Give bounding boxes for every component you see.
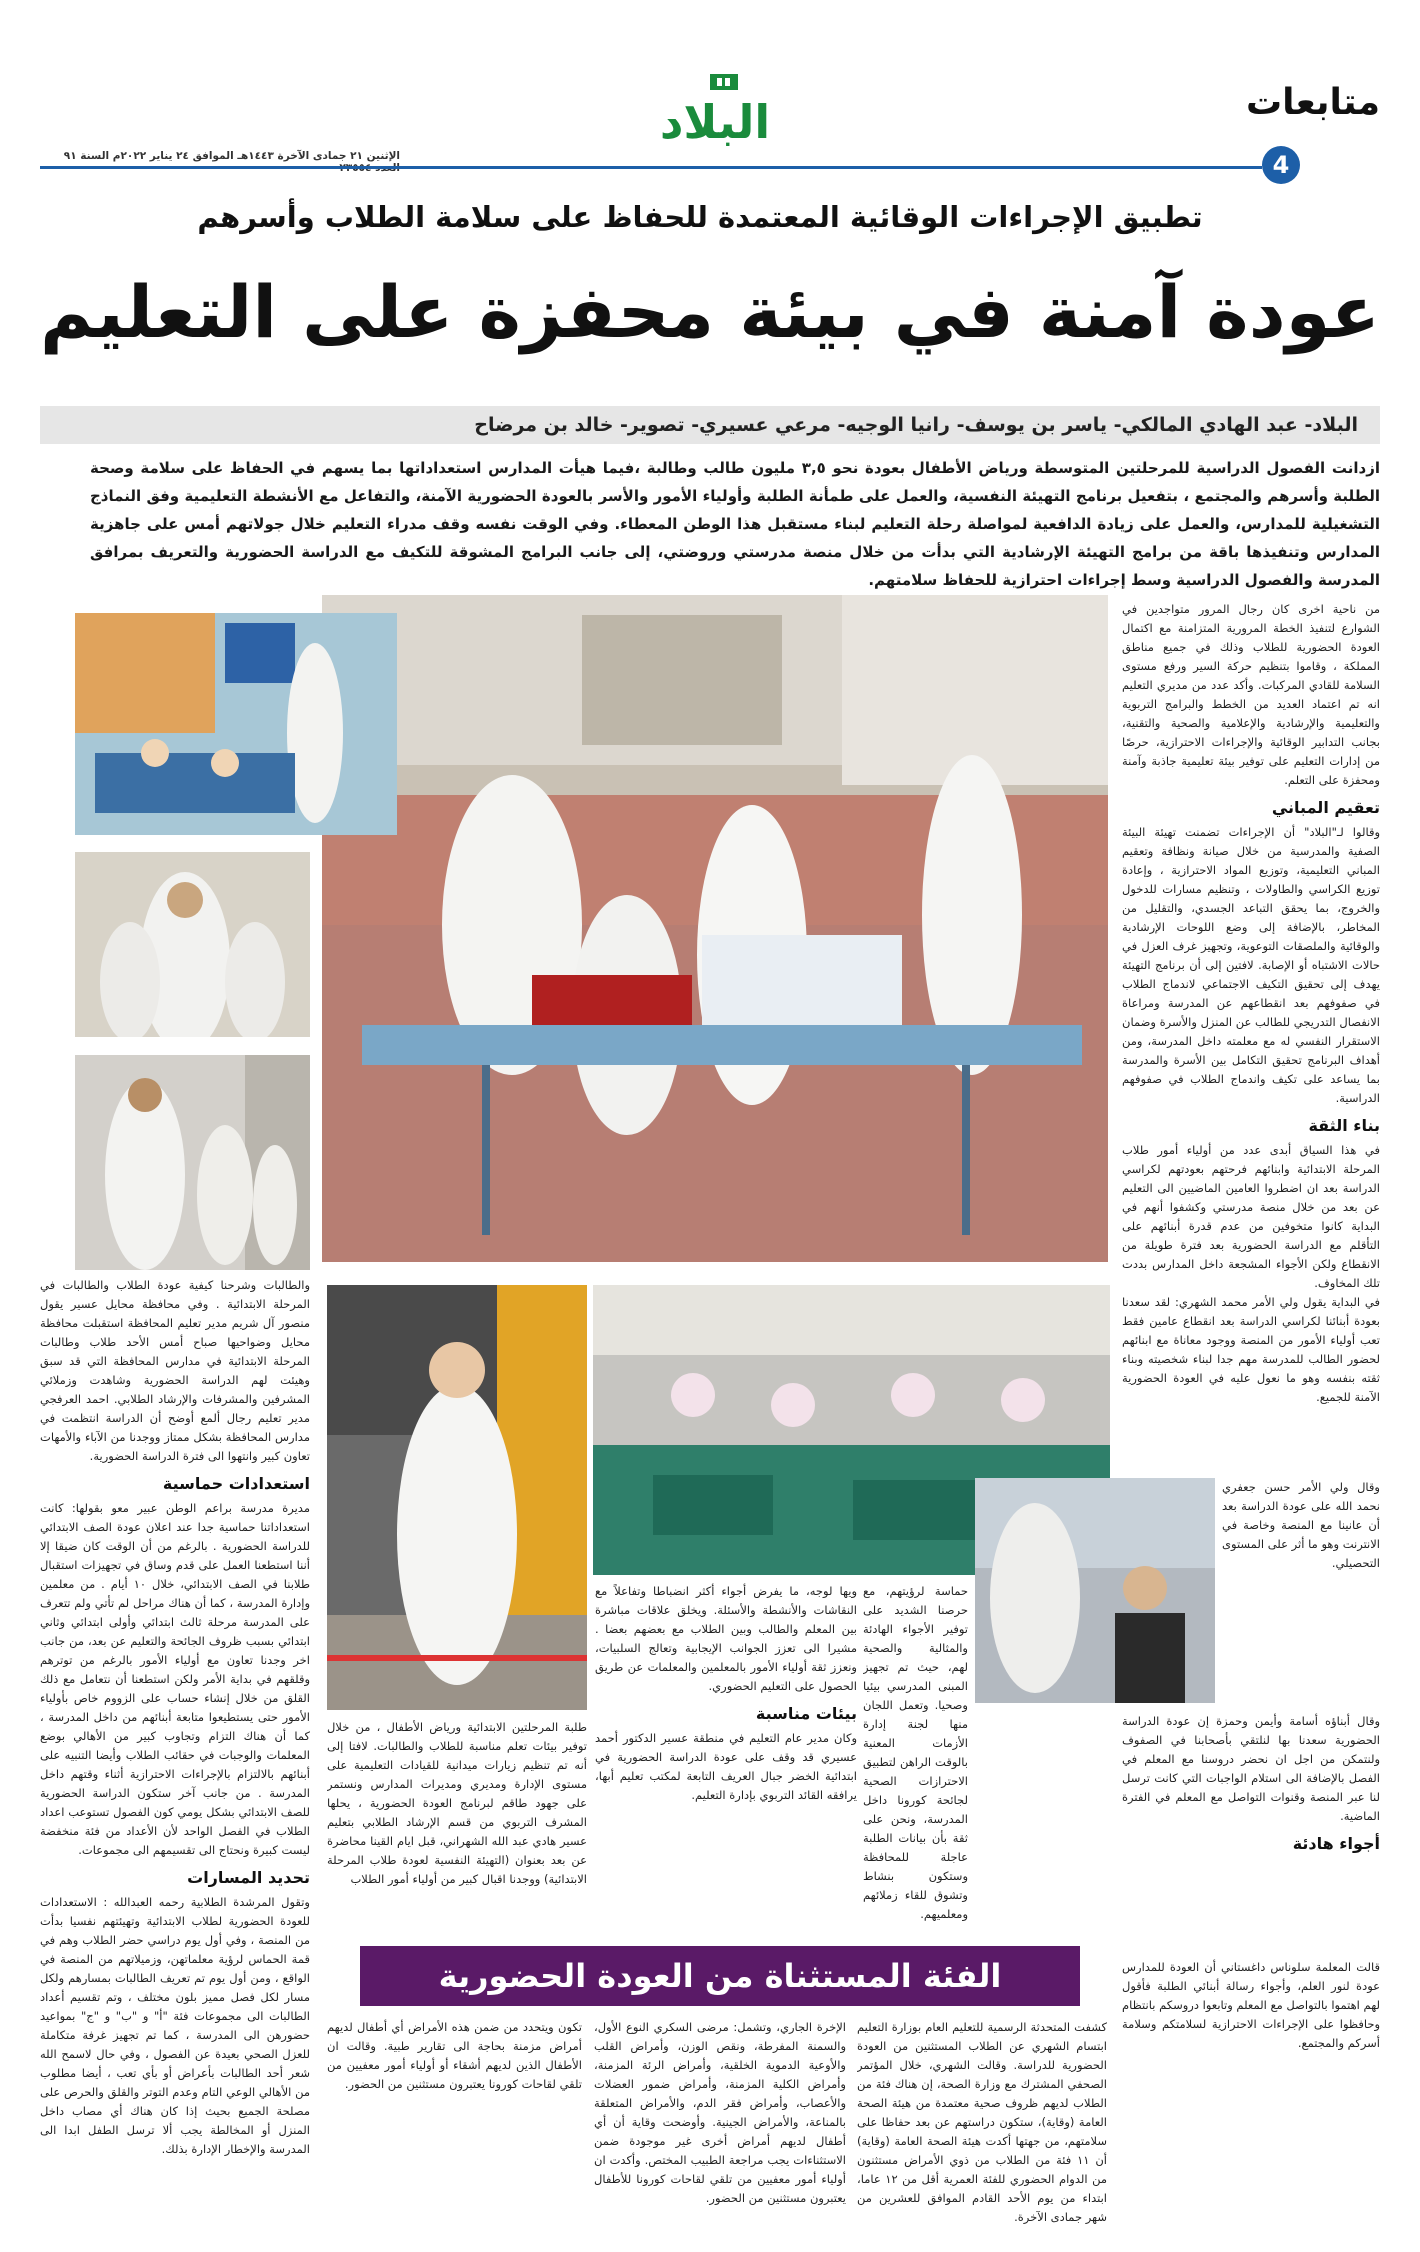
intro-paragraph: ازدانت الفصول الدراسية للمرحلتين المتوسطة ورياض الأطفال بعودة نحو ٣,٥ مليون طالب وطالبة ،فيما هيأت المدارس استعداداتها بما يسهم في الحفاظ على سلامة وصحة الطلبة وأسرهم والمجتمع ، بتفعيل برنامج التهيئة النفسية، والعمل على طمأنة الطلبة وأولياء الأمور والأسر بالعودة الحضورية الآمنة، والتفاعل مع الأنشطة التعليمية وفق النماذج التشغيلية للمدارس، والعمل على زيادة الدافعية لمواصلة رحلة التعليم لبناء مستقبل هذا الوطن المعطاء. وفي الوقت نفسه وقف مدراء التعليم خلال جولاتهم أمس على جاهزية المدارس وتنفيذها باقة من برامج التهيئة الإرشادية التي بدأت من خلال منصة مدرستي وروضتي، إلى جانب البرامج المشوقة للتكيف مع الدراسة الحضورية والتعريف بمرافق المدرسة والفصول الدراسية وسط إجراءات احترازية للحفاظ سلامتهم. — [90, 459, 1380, 589]
subhead-calm: أجواء هادئة — [1292, 1834, 1380, 1853]
right-p6: وقال أبناؤه أسامة وأيمن وحمزة إن عودة الدراسة الحضورية سعدنا بها لنلتقي بأصحابنا في الصفوف ولنتمكن من اجل ان نحضر دروسنا مع المعلم في الفصل بالإضافة الى استلام الواجبات التي كانت ترسل لنا عبر المنصة وقنوات التواصل مع المعلم في الفترة الماضية. — [1122, 1714, 1380, 1823]
right-p4: في البداية يقول ولي الأمر محمد الشهري: لقد سعدنا بعودة أبنائنا لكراسي الدراسة بعد انقطاع عامين فقط تعب أولياء الأمور من المنصة ووجود معاناة مع ابنائهم لحضور الطالب للمدرسة مهم جدا لبناء شخصيته وبناء ثقته بنفسه وهو ما نعول عليه في العودة الحضورية الآمنة للجميع. — [1122, 1295, 1380, 1404]
logo-text: البلاد — [659, 95, 771, 149]
page-number: 4 — [1272, 151, 1290, 179]
right-p7: قالت المعلمة سلوناس داغستاني أن العودة للمدارس عودة لنور العلم، وأجواء رسالة أبنائي الطلبة فأقول لهم اهتموا بالتواصل مع المعلم وتابعوا دروسكم بانتظام وحافظوا على الإجراءات الاحترازية لسلامتكم وسلامة أسركم والمجتمع. — [1122, 1960, 1380, 2050]
subhead-suitable-environments: بيئات مناسبة — [755, 1704, 857, 1723]
byline-text: البلاد- عبد الهادي المالكي- ياسر بن يوسف- رانيا الوجيه- مرعي عسيري- تصوير- خالد بن مرضاح — [474, 414, 1358, 436]
date-line: الإثنين ٢١ جمادى الآخرة ١٤٤٣هـ الموافق ٢٤ يناير ٢٠٢٢م السنة ٩١ — [63, 150, 400, 162]
newspaper-logo — [655, 72, 775, 150]
classroom-teacher-photo — [75, 613, 397, 835]
middle-p1: والطالبات وشرحنا كيفية عودة الطلاب والطالبات في المرحلة الابتدائية . وفي محافظة محايل عسير يقول منصور آل شريم مدير تعليم المحافظة استقبلت محافظة محايل وضواحيها صباح أمس الأحد طلاب وطالبات المرحلة الابتدائية في مدارس المحافظة التي قد سبق وهيئت لهم الدراسة الحضورية وشاهدت وزملائي المشرفين والمشرفات والإرشاد الطلابي. احمد العرفجي مدير تعليم رجال ألمع أوضح أن الدراسة انتظمت في مدارس المحافظة بشكل ممتاز ووجدنا من الآباء والأمهات تعاون كبير وانتهوا الى فترة الدراسة الحضورية. — [40, 1278, 310, 1463]
box-title: الفئة المستثناة من العودة الحضورية — [438, 1957, 1002, 1995]
section-title: متابعات — [1245, 82, 1380, 123]
byline — [40, 406, 1380, 444]
right-p5: وقال ولي الأمر حسن جعفري نحمد الله على عودة الدراسة بعد أن عانينا مع المنصة وخاصة في الانترنت وهو ما أثر على المستوى التحصيلي. — [1222, 1480, 1380, 1570]
header-rule — [40, 166, 1262, 169]
bottom-mid-right-text-2: وكان مدير عام التعليم في منطقة عسير الدكتور أحمد عسيري قد وقف على عودة الدراسة الحضورية في ابتدائية الخضر جبال العريف التابعة لمكتب تعليم أبها، يرافقه القائد التربوي بإدارة التعليم. — [595, 1731, 857, 1802]
bottom-mid-right-text: ويها لوجه، ما يفرض أجواء أكثر انضباطا وتفاعلاً مع النقاشات والأنشطة والأسئلة. ويخلق علاقات مباشرة بين المعلم والطالب وبين الطلاب مع بعضهم بعضا . مشيرا الى تعزز الجوانب الإيجابية وتعالج السلبيات، ونعزز ثقة أولياء الأمور بالمعلمين والمعلمات عن طريق الحصول على التعليم الحضوري. — [595, 1584, 857, 1693]
right-column-bottom — [1122, 1712, 1380, 1952]
right-p1: من ناحية اخرى كان رجال المرور متواجدين في الشوارع لتنفيذ الخطة المرورية المتزامنة مع اكتمال العودة الحضورية للطلاب وذلك في جميع مناطق المملكة ، وقاموا بتنظيم حركة السير ورفع مستوى السلامة للقادي المركبات. وأكد عدد من مديري التعليم انه تم اعتماد العديد من الخطط والبرامج التربوية والتعليمية والإرشادية والإعلامية والصحية والتقنية، بجانب التدابير الوقائية والإجراءات الاحترازية، حرصًا من إدارات التعليم على توفير بيئة تعليمية جاذبة وآمنة ومحفزة على التعلم. — [1122, 602, 1380, 787]
left-column — [40, 1276, 310, 2236]
middle-p3: وتقول المرشدة الطلابية رحمه العبدالله : الاستعدادات للعودة الحضورية لطلاب الابتدائية وتهيئتهم نفسيا بدأت من المنصة ، وفي أول يوم دراسي حضر الطلاب وهم في قمة الحماس لرؤية معلماتهن، وزميلاتهم من المنصة في الواقع ، ومن أول يوم تم تعريف الطالبات بمسارهم ولكل مسار لكل فصل مميز بلون مختلف ، وتم تقسيم أعداد الطالبات الى مجموعات فئة "أ" و "ب" و "ج" بمواعيد حضورهن الى المدرسة ، كما تم تجهيز غرفة متكاملة للعزل الصحي بعيدة عن الفصول ، وفي حال لاسمح الله شعر أحد الطالبات بأعراض أو بأي تعب ، أيضا مطلوب من الأهالي الوعي التام وعدم التوتر والقلق والحرص على مصلحة الجميع بحيث إذا كان هناك أي مصاب داخل المنزل أو المخالطة يجب ألا ترسل الطفل ابدا الى المدرسة والإخطار الإدارة بذلك. — [40, 1895, 310, 2156]
parent-two-boys-photo — [75, 852, 310, 1037]
headline: عودة آمنة في بيئة محفزة على التعليم — [40, 270, 1380, 354]
kicker: تطبيق الإجراءات الوقائية المعتمدة للحفاظ على سلامة الطلاب وأسرهم — [197, 200, 1203, 234]
right-p2: وقالوا لـ"البلاد" أن الإجراءات تضمنت تهيئة البيئة الصفية والمدرسية من خلال صيانة ونظافة وتعقيم المباني التعليمية، وتوزيع المواد الاحترازية ، وإعادة توزيع الكراسي والطاولات ، وتنظيم مسارات للدخول والخروج، بما يحقق التباعد الجسدي، والتقليل من المخاطر، بالإضافة إلى وضع اللوحات الإرشادية والوقائية والملصقات التوعوية، وتجهيز غرف العزل في حالات الاشتباه أو الإصابة. لافتين إلى أن برنامج التهيئة يهدف إلى تحقيق التكيف الاجتماعي لاندماج الطلاب في صفوفهم بعد انقطاعهم عن المدرسة ومراعاة الانفصال التدريجي للطالب عن المنزل والأسرة وضمان الاستقرار النفسي له مع معلمته داخل المدرسة، ومن أهداف البرنامج تحقيق التكامل بين الأسرة والمدرسة بما يساعد على تكيف واندماج الطلاب في صفوفهم الدراسية. — [1122, 825, 1380, 1105]
box-text-2: الإخرة الجاري، وتشمل: مرضى السكري النوع الأول، والسمنة المفرطة، ونقص الوزن، وأمراض القلب والأوعية الدموية الخلقية، وأمراض الرئة المزمنة، وأمراض الكلية المزمنة، وأمراض ضمور العضلات والأعصاب، وأمراض فقر الدم، والأمراض المتعلقة بالمناعة، والأمراض الجينية. وأوضحت وقاية أن أي أطفال لديهم أمراض أخرى غير موجودة ضمن الاستثناءات يجب مراجعة الطبيب المختص. وأكدت ان أولياء أمور معفيين من تلقي لقاحات كورونا للأطفال يعتبرون مستثنين من الحضور. — [594, 2020, 846, 2205]
middle-p2: مديرة مدرسة براعم الوطن عبير معو بقولها: كانت استعداداتنا حماسية جدا عند اعلان عودة الصف الابتدائي للدراسة الحضورية . بالرغم من أن الوقت كان ضيقا إلا أننا استطعنا العمل على قدم وساق في تجهيزات استقبال طلابنا في الصف الابتدائي، خلال ١٠ أيام . من معلمين وإدارة المدرسة ، كما أن هناك مراحل لم تأتي ولم تتعرف على المدرسة مرحلة ثالث ابتدائي وأولى ابتدائي وثاني ابتدائي بسبب ظروف الجائحة والتعليم عن بعد، من جانب اخر وجدنا تعاون مع أولياء الأمور بالرغم من توترهم وقلقهم في بداية الأمر ولكن استطعنا أن نتعامل مع ذلك القلق من خلال إنشاء حساب على الزووم خاص بأولياء الأمور حتى يستطيعوا متابعة أبنائهم من داخل المدرسة ، كما أن هناك التزام وتجاوب كبير من الأهالي بوضع المعلمات والوجبات في حقائب الطلاب وأيضا التنبيه على أبنائهم بالالتزام بالإجراءات الاحترازية أثناء وقتهم داخل المدرسة . من جانب آخر ستكون الدراسة الحضورية للصف الابتدائي بشكل يومي كون الفصول تستوعب اعداد الطلاب في الفصل الواحد لأن الأعداد من فئة منخفضة ليست كبيرة ونحتاج الى تقسيمهم الى مجموعات. — [40, 1501, 310, 1857]
subhead-enthusiasm: استعدادات حماسية — [162, 1474, 310, 1493]
right-column-final — [1122, 1958, 1380, 2243]
page-number-badge — [1262, 146, 1300, 184]
page-header — [0, 0, 1420, 185]
bottom-col-far-right — [863, 1582, 968, 1934]
father-sons-photo — [75, 1055, 310, 1270]
box-col-1 — [857, 2018, 1107, 2233]
excluded-category-box — [322, 1940, 1112, 2240]
box-col-2 — [594, 2018, 846, 2233]
subhead-paths: تحديد المسارات — [187, 1868, 310, 1887]
schoolyard-main-photo — [322, 595, 1108, 1262]
subhead-sterilization: تعقيم المباني — [1271, 798, 1380, 817]
bottom-far-right-text: حماسة لرؤيتهم، مع حرصنا الشديد على توفير الأجواء الهادئة والمثالية والصحية لهم، حيث تم تجهيز المبنى المدرسي بيئيا وصحيا. وتعمل اللجان منها لجنة إدارة الأزمات المعنية بالوقت الراهن لتطبيق الاحترازات الصحية لجائحة كورونا داخل المدرسة، ونحن على ثقة بأن بيانات الطلبة عاجلة للمحافظة وستكون بنشاط وتشوق للقاء زملائهم ومعلميهم. — [863, 1584, 968, 1921]
box-text-1: كشفت المتحدثة الرسمية للتعليم العام بوزارة التعليم ابتسام الشهري عن الطلاب المستثنين من العودة الحضورية للدراسة. وقالت الشهري، خلال المؤتمر الصحفي المشترك مع وزارة الصحة، إن هناك فئة من الطلاب لديهم ظروف صحية معتمدة من هيئة الصحة العامة (وقاية)، ستكون دراستهم عن بعد حفاظا على سلامتهم، من جهتها أكدت هيئة الصحة العامة (وقاية) أن ١١ فئة من الطلاب من ذوي الأمراض مستثنون من الدوام الحضوري للفئة العمرية أقل من ١٢ عاما، ابتداء من يوم الأحد القادم الموافق للعشرين من شهر جمادى الآخرة. — [857, 2020, 1107, 2224]
boy-corridor-photo — [327, 1285, 587, 1710]
right-p3: في هذا السياق أبدى عدد من أولياء أمور طلاب المرحلة الابتدائية وابنائهم فرحتهم بعودتهم لكراسي الدراسة بعد ان اضطروا العامين الماضيين الى التعليم عن بعد من خلال منصة مدرستي وكشفوا أنهم في البداية كانوا متخوفين من عدم قدرة أبنائهم على التأقلم مع الدراسة الحضورية بعد فترة طويلة من الانقطاع ولكن الأجواء المشجعة داخل المدارس بددت تلك المخاوف. — [1122, 1143, 1380, 1290]
box-col-3 — [327, 2018, 582, 2233]
subhead-trust: بناء الثقة — [1308, 1116, 1380, 1135]
bottom-mid-left-text: طلبة المرحلتين الابتدائية ورياض الأطفال ، من خلال توفير بيئات تعلم مناسبة للطلاب والطالبات. لافتا إلى أنه تم تنظيم زيارات ميدانية للقيادات التعليمية على مستوى الإدارة ومديري ومديرات المدارس ونستمر على جهود طاقم لبرنامج العودة الحضورية ، يحلها المشرف التربوي من قسم الإرشاد الطلابي بتعليم عسير هادي عبد الله الشهراني، قبل ايام القينا محاضرة عن بعد بعنوان (التهيئة النفسية لعودة طلاب المرحلة الابتدائية) ووجدنا اقبال كبير من أولياء أمور الطلاب — [327, 1720, 587, 1886]
bottom-col-mid-right — [595, 1582, 857, 1934]
right-column-lower — [1222, 1478, 1380, 1708]
box-text-3: تكون ويتحدد من ضمن هذه الأمراض أي أطفال لديهم أمراض مزمنة بحاجة الى تقارير طبية. وقالت ان الأطفال الذين لديهم أشقاء أو أولياء أمور معفيين من تلقي لقاحات كورونا يعتبرون مستثنين من الحضور. — [327, 2020, 582, 2091]
box-title-bar — [360, 1946, 1080, 2006]
bottom-col-mid-left — [327, 1718, 587, 1934]
